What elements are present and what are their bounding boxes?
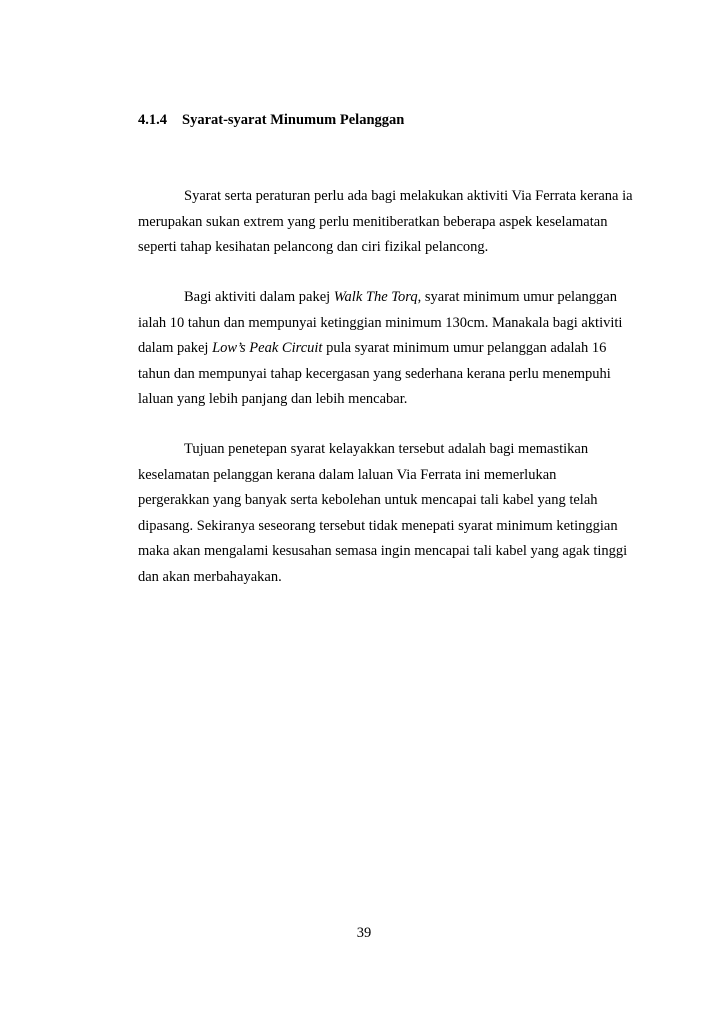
paragraph-requirements-intro bbox=[138, 184, 648, 261]
package-name-lows-peak-circuit: Low’s Peak Circuit bbox=[212, 340, 323, 356]
line-text: dalam pakej bbox=[138, 340, 213, 356]
paragraph-line: keselamatan pelanggan kerana dalam laluan Via Ferrata ini memerlukan bbox=[138, 466, 557, 483]
package-name-walk-the-torq: Walk The Torq bbox=[333, 289, 418, 305]
paragraph-line: laluan yang lebih panjang dan lebih mencabar. bbox=[138, 391, 408, 407]
paragraph-line: ialah 10 tahun dan mempunyai ketinggian minimum 130cm. Manakala bagi aktiviti bbox=[138, 314, 623, 331]
paragraph-line: Tujuan penetepan syarat kelayakkan tersebut adalah bagi memastikan bbox=[184, 441, 589, 457]
section-title: Syarat-syarat Minumum Pelanggan bbox=[182, 112, 405, 128]
paragraph-package-requirements bbox=[138, 285, 648, 413]
paragraph-line bbox=[138, 285, 648, 311]
paragraph-line: dan akan merbahayakan. bbox=[138, 568, 282, 585]
paragraph-line: tahun dan mempunyai tahap kecergasan yang sederhana kerana perlu menempuhi bbox=[138, 365, 611, 382]
paragraph-line: maka akan mengalami kesusahan semasa ingin mencapai tali kabel yang agak tinggi bbox=[138, 543, 628, 559]
section-number: 4.1.4 bbox=[138, 112, 167, 128]
line-text: pula syarat minimum umur pelanggan adalah 16 bbox=[322, 340, 607, 356]
line-text: Bagi aktiviti dalam pakej bbox=[184, 289, 334, 305]
paragraph-line bbox=[138, 336, 648, 362]
paragraph-line: seperti tahap kesihatan pelancong dan ciri fizikal pelancong. bbox=[138, 239, 489, 255]
line-text: , syarat minimum umur pelanggan bbox=[417, 289, 617, 305]
paragraph-purpose bbox=[138, 437, 648, 590]
paragraph-line: pergerakkan yang banyak serta kebolehan untuk mencapai tali kabel yang telah bbox=[138, 492, 598, 508]
page-number: 39 bbox=[356, 925, 372, 941]
paragraph-line: dipasang. Sekiranya seseorang tersebut tidak menepati syarat minimum ketinggian bbox=[138, 517, 618, 534]
section-heading bbox=[138, 112, 404, 129]
paragraph-line: Syarat serta peraturan perlu ada bagi melakukan aktiviti Via Ferrata kerana ia bbox=[184, 188, 633, 204]
paragraph-line: merupakan sukan extrem yang perlu menitiberatkan beberapa aspek keselamatan bbox=[138, 213, 608, 230]
